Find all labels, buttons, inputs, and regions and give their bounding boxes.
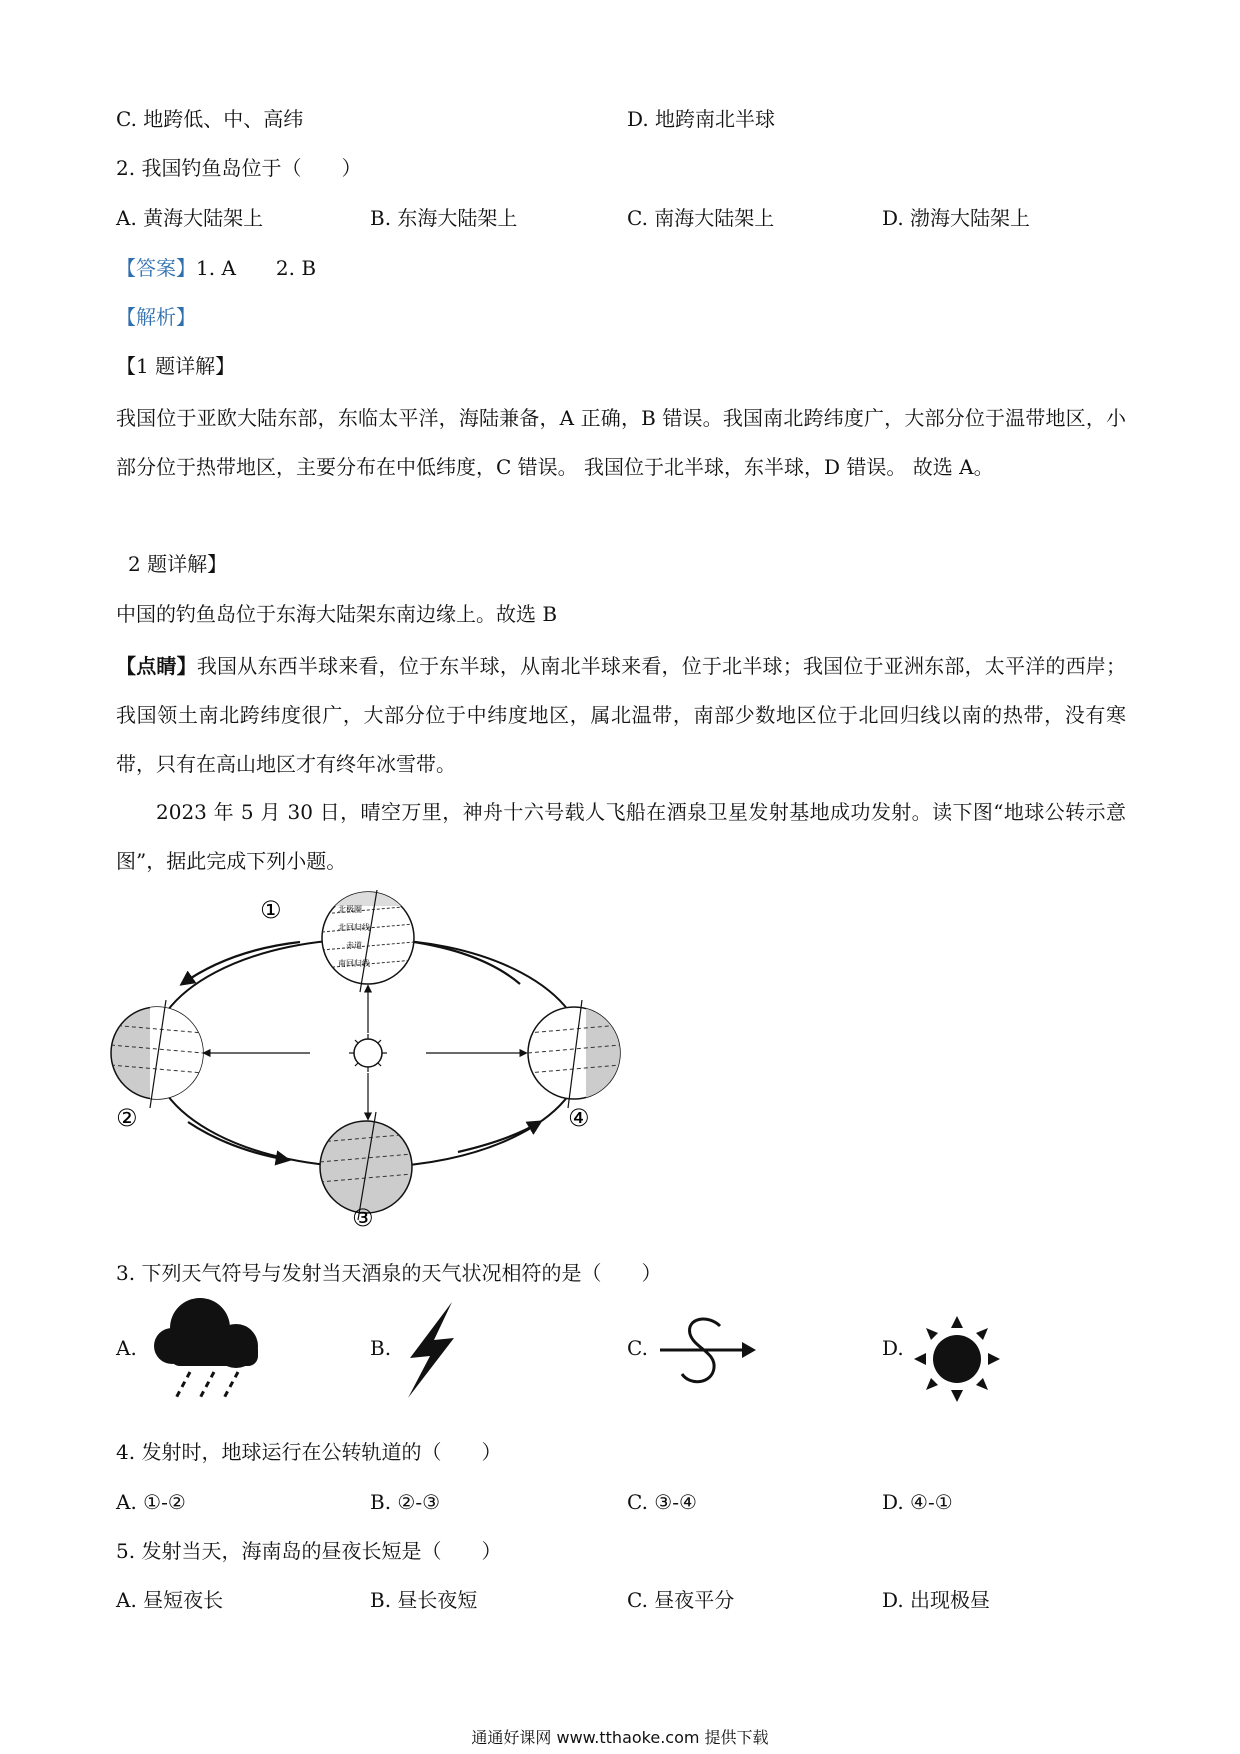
q1-option-c: C. 地跨低、中、高纬 [116,107,304,131]
typhoon-icon [658,1312,758,1392]
q4-option-a: A. ①-② [116,1490,186,1514]
q3-option-c-label: C. [627,1336,648,1360]
tips-body: 我国从东西半球来看，位于东半球，从南北半球来看，位于北半球；我国位于亚洲东部，太平洋的西岸；我国领土南北跨纬度很广，大部分位于中纬度地区，属北温带，南部少数地区位于北回归线以南的热带，没有寒带，只有在高山地区才有终年冰雪带。 [116,654,1127,776]
q5-stem: 5. 发射当天，海南岛的昼夜长短是（ ） [116,1539,502,1563]
q2-detail-title: 2 题详解】 [128,552,228,576]
answer-text: 1. A 2. B [196,256,317,280]
globe-1 [322,890,414,992]
q2-detail-body: 中国的钓鱼岛位于东海大陆架东南边缘上。故选 B [116,602,558,626]
earth-revolution-diagram [110,890,640,1230]
q5-option-c: C. 昼夜平分 [627,1588,735,1612]
q3-stem: 3. 下列天气符号与发射当天酒泉的天气状况相符的是（ ） [116,1261,662,1285]
globe-label-arctic-circle: 北极圈 [338,905,362,914]
q4-option-d: D. ④-① [882,1490,953,1514]
q2-option-d: D. 渤海大陆架上 [882,206,1031,230]
q4-option-b: B. ②-③ [370,1490,441,1514]
q1-detail-title: 【1 题详解】 [116,354,236,378]
answer-tag: 【答案】 [116,256,196,280]
marker-3: ③ [352,1204,374,1230]
tips-tag: 【点睛】 [116,654,197,678]
rain-cloud-icon [150,1290,270,1400]
q4-stem: 4. 发射时，地球运行在公转轨道的（ ） [116,1440,502,1464]
q1-detail-body: 我国位于亚欧大陆东部，东临太平洋，海陆兼备，A 正确，B 错误。我国南北跨纬度广，大部分位于温带地区，小部分位于热带地区，主要分布在中低纬度，C 错误。 我国位于北半球，东半球，D 错误。 故选 A。 [116,406,1126,479]
analysis-tag: 【解析】 [116,305,196,329]
tips-paragraph [116,642,1126,789]
q2-option-c: C. 南海大陆架上 [627,206,775,230]
globe-label-tropic-capricorn: 南回归线 [338,959,370,968]
globe-2 [111,1000,203,1108]
sun-icon [349,1034,387,1072]
q3-option-a-label: A. [116,1336,137,1360]
intro-paragraph: 2023 年 5 月 30 日，晴空万里，神舟十六号载人飞船在酒泉卫星发射基地成功发射。读下图“地球公转示意图”，据此完成下列小题。 [116,800,1126,873]
answer-line [116,254,316,282]
q3-option-b-label: B. [370,1336,392,1360]
q3-option-d-label: D. [882,1336,904,1360]
q4-option-c: C. ③-④ [627,1490,697,1514]
q2-stem: 2. 我国钓鱼岛位于（ ） [116,156,362,180]
page-footer: 通通好课网 www.tthaoke.com 提供下载 [471,1728,769,1747]
q2-option-a: A. 黄海大陆架上 [116,206,264,230]
q5-option-d: D. 出现极昼 [882,1588,991,1612]
q2-option-b: B. 东海大陆架上 [370,206,518,230]
q1-option-d: D. 地跨南北半球 [627,107,776,131]
lightning-icon [400,1300,460,1400]
globe-label-equator: 赤道 [346,941,362,950]
q5-option-b: B. 昼长夜短 [370,1588,478,1612]
globe-4 [528,1000,620,1108]
marker-4: ④ [568,1104,590,1132]
globe-label-tropic-cancer: 北回归线 [338,923,370,932]
marker-1: ① [260,896,282,924]
marker-2: ② [116,1104,138,1132]
q5-option-a: A. 昼短夜长 [116,1588,224,1612]
sun-icon [912,1314,1002,1404]
